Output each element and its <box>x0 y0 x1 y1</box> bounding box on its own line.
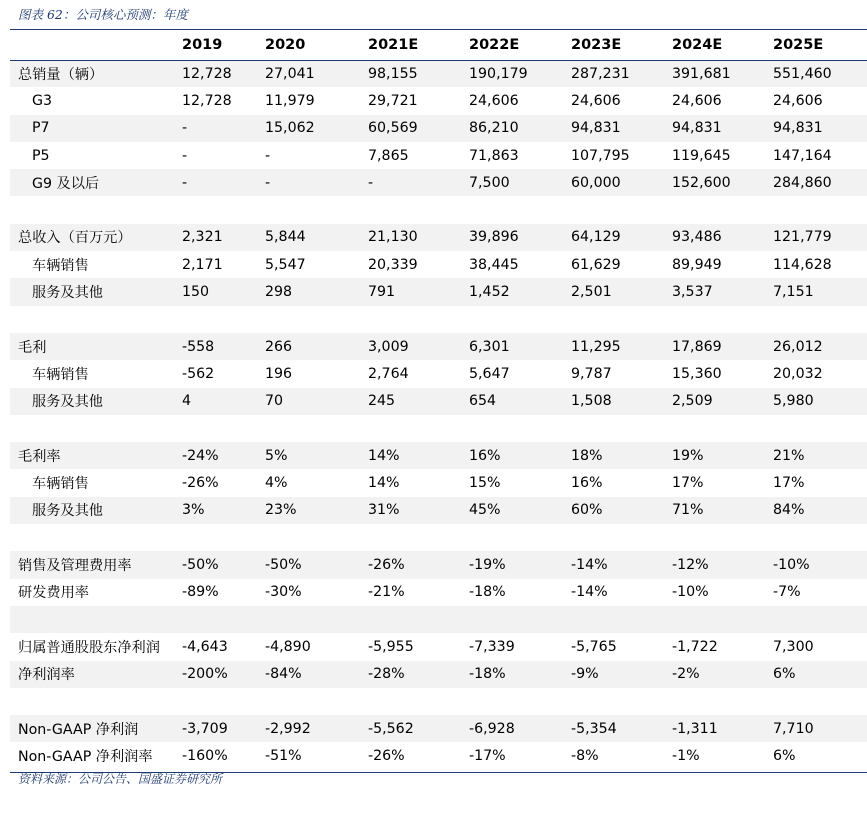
value-cell: -51% <box>265 748 302 765</box>
value-cell: 27,041 <box>265 60 368 87</box>
value-cell: 5,547 <box>265 256 306 273</box>
value-cell <box>265 196 368 223</box>
header-rule <box>10 60 867 61</box>
value-cell <box>182 524 265 551</box>
value-cell <box>368 688 469 715</box>
value-cell <box>368 415 469 442</box>
value-cell <box>672 606 773 633</box>
value-cell <box>469 524 571 551</box>
table-body <box>10 60 867 770</box>
row-label: 研发费用率 <box>18 585 89 602</box>
table-row <box>10 169 867 196</box>
value-cell: - <box>265 147 271 164</box>
value-cell <box>265 306 368 333</box>
value-cell <box>571 524 672 551</box>
value-cell: 24,606 <box>672 92 722 109</box>
value-cell <box>368 306 469 333</box>
value-cell: 3% <box>182 497 265 524</box>
value-cell: -10% <box>672 584 709 601</box>
row-label: Non-GAAP 净利润 <box>10 715 182 742</box>
column-header: 2024E <box>672 37 723 53</box>
value-cell: 19% <box>672 442 773 469</box>
value-cell: 6% <box>773 661 867 688</box>
value-cell: -2% <box>672 661 773 688</box>
value-cell: -19% <box>469 551 571 578</box>
value-cell <box>182 196 265 223</box>
value-cell: 18% <box>571 442 672 469</box>
value-cell <box>571 606 672 633</box>
value-cell: -7% <box>773 584 801 601</box>
value-cell <box>182 415 265 442</box>
value-cell: 391,681 <box>672 60 773 87</box>
value-cell <box>368 606 469 633</box>
value-cell <box>773 688 867 715</box>
value-cell: 23% <box>265 497 368 524</box>
value-cell: -5,765 <box>571 638 617 655</box>
value-cell: -6,928 <box>469 715 571 742</box>
value-cell: -4,890 <box>265 638 311 655</box>
value-cell: -5,955 <box>368 638 414 655</box>
row-label: 服务及其他 <box>10 388 182 415</box>
row-label: 服务及其他 <box>10 497 182 524</box>
value-cell <box>469 688 571 715</box>
value-cell: 20,032 <box>773 365 823 382</box>
row-label: 车辆销售 <box>32 366 89 383</box>
value-cell: 15,360 <box>672 365 722 382</box>
value-cell: -50% <box>182 551 265 578</box>
value-cell: 31% <box>368 497 469 524</box>
value-cell <box>469 306 571 333</box>
table-row <box>10 224 867 251</box>
value-cell: - <box>182 115 265 142</box>
table-row <box>10 688 867 715</box>
value-cell: 2,764 <box>368 365 409 382</box>
value-cell: -2,992 <box>265 715 368 742</box>
value-cell: - <box>182 147 188 164</box>
table-row <box>10 278 867 305</box>
row-label: 毛利率 <box>10 442 182 469</box>
value-cell: -84% <box>265 661 368 688</box>
column-header: 2023E <box>571 37 622 53</box>
value-cell: 7,151 <box>773 278 867 305</box>
value-cell: 152,600 <box>672 169 773 196</box>
value-cell: 266 <box>265 333 368 360</box>
value-cell: 9,787 <box>571 365 612 382</box>
value-cell: 15,062 <box>265 115 368 142</box>
value-cell: 3,009 <box>368 333 469 360</box>
value-cell <box>265 688 368 715</box>
table-row <box>10 742 867 769</box>
value-cell <box>368 524 469 551</box>
row-label <box>10 688 182 715</box>
forecast-table <box>10 30 867 770</box>
value-cell <box>773 524 867 551</box>
table-row <box>10 415 867 442</box>
value-cell: 107,795 <box>571 147 630 164</box>
value-cell: 21,130 <box>368 224 469 251</box>
value-cell <box>773 606 867 633</box>
value-cell: 114,628 <box>773 256 832 273</box>
table-row <box>10 333 867 360</box>
value-cell <box>773 196 867 223</box>
value-cell: -30% <box>265 584 302 601</box>
value-cell: 39,896 <box>469 224 571 251</box>
value-cell: -3,709 <box>182 715 265 742</box>
table-row <box>10 60 867 87</box>
row-label <box>10 306 182 333</box>
value-cell: -1,311 <box>672 715 773 742</box>
value-cell <box>672 306 773 333</box>
table-row <box>10 306 867 333</box>
value-cell: -14% <box>571 584 608 601</box>
value-cell <box>182 688 265 715</box>
value-cell: 150 <box>182 278 265 305</box>
value-cell: 38,445 <box>469 256 519 273</box>
value-cell: 1,452 <box>469 278 571 305</box>
value-cell: 98,155 <box>368 60 469 87</box>
value-cell: 84% <box>773 497 867 524</box>
value-cell: 4% <box>265 475 288 492</box>
column-header: 2022E <box>469 37 520 53</box>
row-label: P5 <box>32 147 50 164</box>
value-cell: 4 <box>182 388 265 415</box>
value-cell: 94,831 <box>672 115 773 142</box>
column-header: 2019 <box>182 37 223 53</box>
table-row <box>10 469 867 496</box>
table-row <box>10 715 867 742</box>
value-cell: 71,863 <box>469 147 519 164</box>
header-label-cell <box>10 30 182 60</box>
value-cell: 71% <box>672 497 773 524</box>
table-row <box>10 360 867 387</box>
value-cell: 24,606 <box>469 92 519 109</box>
value-cell: 94,831 <box>571 115 672 142</box>
value-cell: 654 <box>469 388 571 415</box>
value-cell: 287,231 <box>571 60 672 87</box>
value-cell: 298 <box>265 278 368 305</box>
value-cell <box>469 606 571 633</box>
value-cell: 17% <box>672 475 704 492</box>
table-row <box>10 497 867 524</box>
table-row <box>10 142 867 169</box>
value-cell: 16% <box>571 475 603 492</box>
value-cell <box>469 196 571 223</box>
value-cell: 5,647 <box>469 365 510 382</box>
value-cell: 17,869 <box>672 333 773 360</box>
value-cell: 61,629 <box>571 256 621 273</box>
value-cell: 26,012 <box>773 333 867 360</box>
value-cell: -26% <box>182 475 219 492</box>
value-cell: 12,728 <box>182 92 232 109</box>
value-cell: 60% <box>571 497 672 524</box>
table-row <box>10 87 867 114</box>
value-cell: -28% <box>368 661 469 688</box>
value-cell: 2,171 <box>182 256 223 273</box>
value-cell <box>773 415 867 442</box>
value-cell: 2,509 <box>672 388 773 415</box>
value-cell: -26% <box>368 551 469 578</box>
value-cell: 24,606 <box>571 92 621 109</box>
value-cell: 196 <box>265 365 293 382</box>
value-cell: 29,721 <box>368 92 418 109</box>
source-note: 资料来源：公司公告、国盛证券研究所 <box>18 772 223 786</box>
value-cell <box>368 196 469 223</box>
value-cell <box>672 524 773 551</box>
value-cell: 3,537 <box>672 278 773 305</box>
table-row <box>10 196 867 223</box>
value-cell: 12,728 <box>182 60 265 87</box>
row-label <box>10 415 182 442</box>
row-label: 车辆销售 <box>32 476 89 493</box>
row-label: Non-GAAP 净利润率 <box>18 749 153 766</box>
row-label: 服务及其他 <box>10 278 182 305</box>
value-cell: 16% <box>469 442 571 469</box>
row-label: 净利润率 <box>10 661 182 688</box>
value-cell <box>265 606 368 633</box>
value-cell: 7,500 <box>469 169 571 196</box>
value-cell <box>265 524 368 551</box>
value-cell: 121,779 <box>773 224 867 251</box>
row-label: 车辆销售 <box>32 257 89 274</box>
table-row <box>10 633 867 660</box>
value-cell: -21% <box>368 584 405 601</box>
value-cell: -18% <box>469 661 571 688</box>
value-cell: 60,000 <box>571 169 672 196</box>
value-cell: -5,562 <box>368 715 469 742</box>
row-label: 销售及管理费用率 <box>10 551 182 578</box>
value-cell: -17% <box>469 748 506 765</box>
table-row <box>10 251 867 278</box>
row-label: P7 <box>10 115 182 142</box>
value-cell: -10% <box>773 551 867 578</box>
value-cell: 21% <box>773 442 867 469</box>
value-cell: - <box>368 169 469 196</box>
value-cell: 45% <box>469 497 571 524</box>
row-label: 归属普通股股东净利润 <box>18 639 160 656</box>
value-cell: 70 <box>265 388 368 415</box>
value-cell: 5,844 <box>265 224 368 251</box>
value-cell <box>571 196 672 223</box>
value-cell: 2,501 <box>571 278 672 305</box>
value-cell: 5% <box>265 442 368 469</box>
value-cell: -1% <box>672 748 700 765</box>
value-cell: 93,486 <box>672 224 773 251</box>
value-cell: 551,460 <box>773 60 867 87</box>
value-cell: 245 <box>368 388 469 415</box>
value-cell: -89% <box>182 584 219 601</box>
value-cell: 15% <box>469 475 501 492</box>
value-cell: -50% <box>265 551 368 578</box>
value-cell: 5,980 <box>773 388 867 415</box>
table-row <box>10 388 867 415</box>
value-cell <box>571 688 672 715</box>
value-cell: 11,979 <box>265 92 315 109</box>
value-cell: 7,300 <box>773 638 814 655</box>
header-row <box>10 30 867 60</box>
value-cell: 1,508 <box>571 388 672 415</box>
value-cell: -160% <box>182 748 228 765</box>
value-cell: 7,865 <box>368 147 409 164</box>
value-cell <box>571 306 672 333</box>
table-caption: 图表 62：公司核心预测：年度 <box>18 7 188 22</box>
value-cell <box>265 415 368 442</box>
value-cell: -5,354 <box>571 715 672 742</box>
value-cell: 190,179 <box>469 60 571 87</box>
value-cell: 11,295 <box>571 333 672 360</box>
value-cell: -9% <box>571 661 672 688</box>
row-label: 总销量（辆） <box>10 60 182 87</box>
value-cell: -7,339 <box>469 638 515 655</box>
value-cell: 147,164 <box>773 147 832 164</box>
row-label <box>10 606 182 633</box>
column-header: 2020 <box>265 37 306 53</box>
table-row <box>10 661 867 688</box>
value-cell <box>469 415 571 442</box>
value-cell: 6,301 <box>469 333 571 360</box>
value-cell: 284,860 <box>773 169 867 196</box>
column-header: 2025E <box>773 37 824 53</box>
value-cell: 17% <box>773 475 805 492</box>
value-cell: -4,643 <box>182 638 228 655</box>
value-cell: 94,831 <box>773 115 867 142</box>
row-label: 毛利 <box>10 333 182 360</box>
value-cell: -12% <box>672 551 773 578</box>
row-label <box>10 524 182 551</box>
table-row <box>10 551 867 578</box>
row-label: G3 <box>32 92 53 109</box>
value-cell: -200% <box>182 661 265 688</box>
value-cell: -8% <box>571 748 599 765</box>
table-row <box>10 115 867 142</box>
value-cell <box>182 306 265 333</box>
value-cell: 6% <box>773 748 796 765</box>
value-cell: - <box>265 169 368 196</box>
table-row <box>10 606 867 633</box>
value-cell: 64,129 <box>571 224 672 251</box>
value-cell: 86,210 <box>469 115 571 142</box>
table-row <box>10 579 867 606</box>
value-cell <box>672 196 773 223</box>
value-cell: 14% <box>368 475 400 492</box>
row-label: G9 及以后 <box>10 169 182 196</box>
value-cell: 14% <box>368 442 469 469</box>
value-cell: -562 <box>182 365 215 382</box>
value-cell: 2,321 <box>182 224 265 251</box>
value-cell: 119,645 <box>672 147 731 164</box>
value-cell: 791 <box>368 278 469 305</box>
value-cell: 60,569 <box>368 115 469 142</box>
value-cell <box>672 688 773 715</box>
value-cell <box>571 415 672 442</box>
value-cell: 24,606 <box>773 92 823 109</box>
value-cell: -14% <box>571 551 672 578</box>
table-row <box>10 524 867 551</box>
value-cell: -26% <box>368 748 405 765</box>
value-cell: 20,339 <box>368 256 418 273</box>
value-cell <box>672 415 773 442</box>
table-row <box>10 442 867 469</box>
value-cell: -1,722 <box>672 638 718 655</box>
value-cell: -18% <box>469 584 506 601</box>
value-cell: 7,710 <box>773 715 867 742</box>
value-cell: -558 <box>182 333 265 360</box>
row-label: 总收入（百万元） <box>10 224 182 251</box>
value-cell: 89,949 <box>672 256 722 273</box>
value-cell: - <box>182 169 265 196</box>
value-cell <box>182 606 265 633</box>
value-cell <box>773 306 867 333</box>
column-header: 2021E <box>368 37 419 53</box>
row-label <box>10 196 182 223</box>
value-cell: -24% <box>182 442 265 469</box>
